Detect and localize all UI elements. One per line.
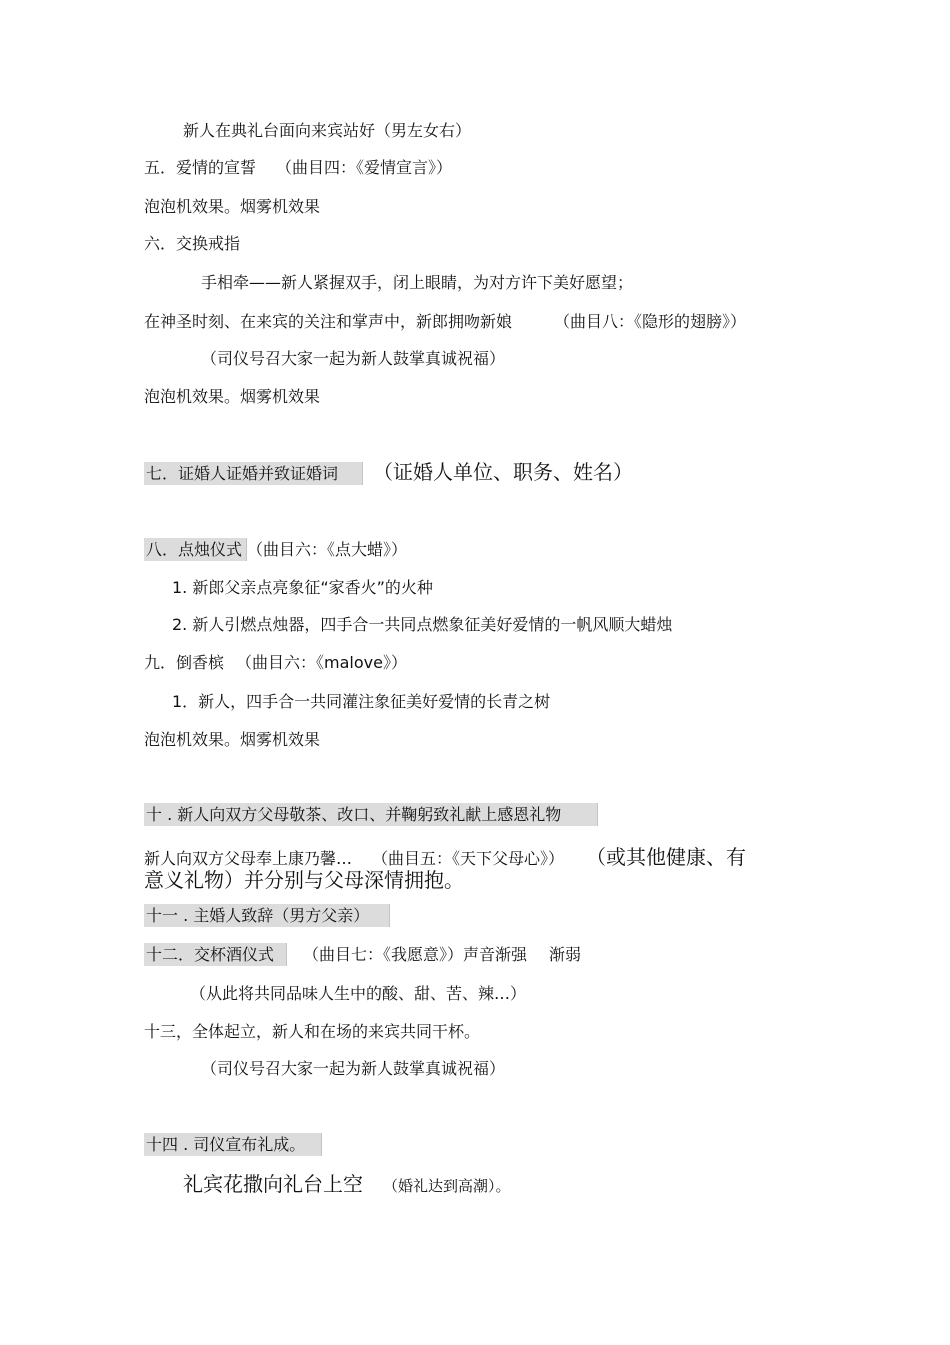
highlighted-heading: 八．点烛仪式 bbox=[144, 538, 247, 561]
music-note-text: （曲目八：《隐形的翅膀》） bbox=[554, 312, 747, 331]
text-line-large bbox=[144, 866, 464, 894]
section-heading-13 bbox=[144, 1022, 480, 1042]
heading-text: 九．倒香槟 bbox=[144, 653, 225, 672]
section-heading-6 bbox=[144, 234, 240, 254]
text-line bbox=[201, 1059, 505, 1079]
line-text: 新人在典礼台面向来宾站好（男左女右） bbox=[183, 121, 472, 140]
text-line bbox=[201, 273, 633, 293]
music-note-text: （曲目七：《我愿意》）声音渐强 bbox=[303, 945, 528, 964]
text-line bbox=[183, 121, 471, 141]
line-text: （从此将共同品味人生中的酸、甜、苦、辣…） bbox=[190, 984, 527, 1003]
section-heading-7 bbox=[144, 458, 633, 486]
music-note-text: （曲目六：《点大蜡》） bbox=[247, 540, 408, 559]
list-item-text: 2. 新人引燃点烛器，四手合一共同点燃象征美好爱情的一帆风顺大蜡烛 bbox=[172, 615, 673, 634]
highlighted-heading: 十四 . 司仪宣布礼成。 bbox=[144, 1133, 322, 1156]
list-item bbox=[172, 578, 433, 598]
line-text: 泡泡机效果。烟雾机效果 bbox=[144, 387, 321, 406]
section-heading-5 bbox=[144, 158, 452, 178]
text-line bbox=[183, 1170, 511, 1198]
heading-text: 十三，全体起立，新人和在场的来宾共同干杯。 bbox=[144, 1022, 481, 1041]
line-text: 新人向双方父母奉上康乃馨… bbox=[144, 849, 353, 868]
section-heading-11 bbox=[144, 906, 390, 926]
section-heading-12 bbox=[144, 945, 581, 965]
section-heading-8 bbox=[144, 540, 407, 560]
note-text-large: （或其他健康、有 bbox=[586, 845, 747, 869]
list-item-text: 1．新人，四手合一共同灌注象征美好爱情的长青之树 bbox=[172, 692, 551, 711]
heading-text: 五．爱情的宣誓 bbox=[144, 158, 257, 177]
list-item bbox=[172, 615, 672, 635]
highlighted-heading: 十二．交杯酒仪式 bbox=[144, 943, 287, 966]
line-text: 意义礼物）并分别与父母深情拥抱。 bbox=[144, 868, 464, 892]
line-text: 在神圣时刻、在来宾的关注和掌声中，新郎拥吻新娘 bbox=[144, 312, 513, 331]
highlighted-heading: 十一 . 主婚人致辞（男方父亲） bbox=[144, 904, 390, 927]
list-item bbox=[172, 692, 550, 712]
section-heading-9 bbox=[144, 653, 407, 673]
music-note-text: （曲目六：《malove》） bbox=[236, 653, 407, 672]
music-note-text: （曲目五：《天下父母心》） bbox=[372, 849, 565, 868]
line-text-large: 礼宾花撒向礼台上空 bbox=[183, 1172, 363, 1196]
line-text: 渐弱 bbox=[549, 945, 582, 964]
section-heading-14 bbox=[144, 1135, 322, 1155]
line-text: （司仪号召大家一起为新人鼓掌真诚祝福） bbox=[201, 1059, 506, 1078]
text-line bbox=[144, 197, 320, 217]
list-item-text: 1. 新郎父亲点亮象征“家香火”的火种 bbox=[172, 578, 433, 597]
text-line bbox=[201, 349, 505, 369]
music-note-text: （曲目四：《爱情宣言》） bbox=[276, 158, 453, 177]
text-line bbox=[190, 984, 526, 1004]
line-text: （司仪号召大家一起为新人鼓掌真诚祝福） bbox=[201, 349, 506, 368]
highlighted-heading: 七．证婚人证婚并致证婚词 bbox=[144, 462, 363, 485]
note-text: （婚礼达到高潮）。 bbox=[383, 1177, 511, 1195]
text-line bbox=[144, 312, 746, 332]
text-line bbox=[144, 730, 320, 750]
line-text: 手相牵——新人紧握双手，闭上眼睛，为对方许下美好愿望； bbox=[201, 273, 634, 292]
line-text: 泡泡机效果。烟雾机效果 bbox=[144, 730, 321, 749]
text-line bbox=[144, 387, 320, 407]
section-heading-10 bbox=[144, 805, 598, 825]
highlighted-heading: 十 . 新人向双方父母敬茶、改口、并鞠躬致礼献上感恩礼物 bbox=[144, 803, 598, 826]
line-text: 泡泡机效果。烟雾机效果 bbox=[144, 197, 321, 216]
heading-text: 六．交换戒指 bbox=[144, 234, 241, 253]
note-text-large: （证婚人单位、职务、姓名） bbox=[373, 460, 634, 484]
